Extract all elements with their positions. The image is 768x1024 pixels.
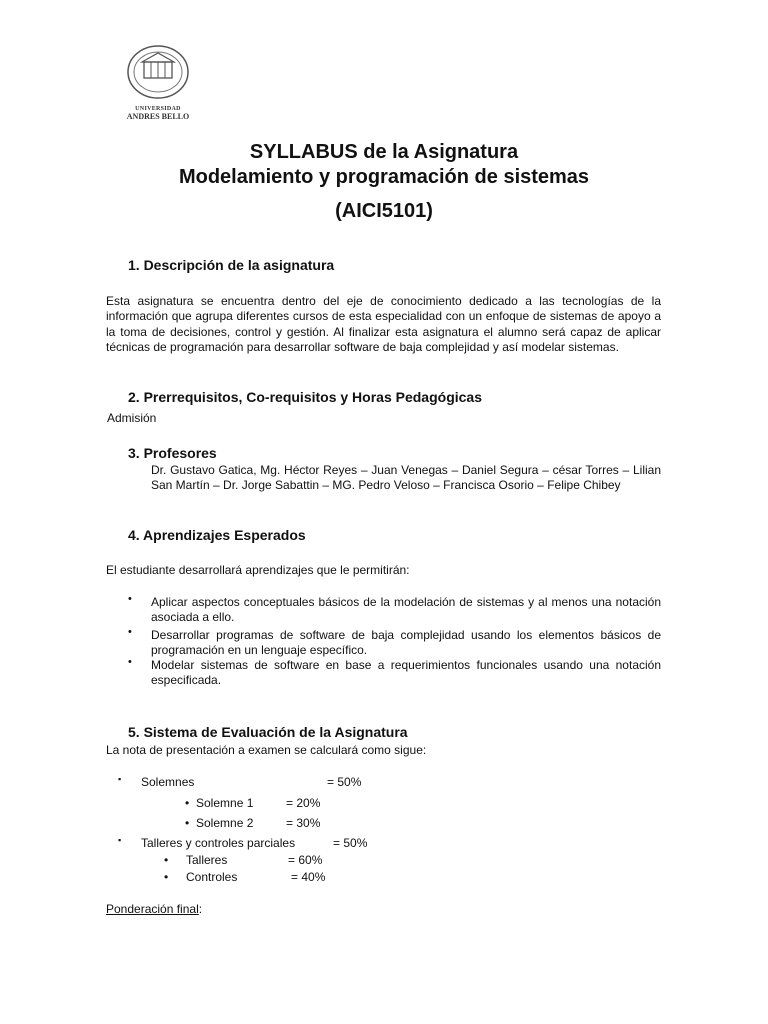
- section-4-heading: 4. Aprendizajes Esperados: [128, 527, 306, 543]
- bullet-dot-icon: •: [128, 626, 132, 638]
- list-item: Modelar sistemas de software en base a requerimientos funcionales usando una notación especificada.: [151, 658, 661, 688]
- solemne1-label: Solemne 1: [196, 796, 254, 810]
- section-4-intro: El estudiante desarrollará aprendizajes que le permitirán:: [106, 563, 410, 577]
- section-2-heading: 2. Prerrequisitos, Co-requisitos y Horas Pedagógicas: [128, 389, 482, 405]
- talleres-pct: = 60%: [288, 853, 323, 867]
- bullet-dot-icon: •: [164, 853, 169, 867]
- section-3-heading: 3. Profesores: [128, 445, 217, 461]
- controles-label: Controles: [186, 870, 238, 884]
- bullet-dot-icon: •: [185, 816, 190, 830]
- solemnes-pct: = 50%: [327, 775, 362, 789]
- solemne2-label: Solemne 2: [196, 816, 254, 830]
- controles-pct: = 40%: [291, 870, 326, 884]
- section-3-professors: Dr. Gustavo Gatica, Mg. Héctor Reyes – Juan Venegas – Daniel Segura – césar Torres – Lilian San Martín – Dr. Jorge Sabattin – MG. Pedro Veloso – Francisca Osorio – Felipe Chibey: [151, 463, 661, 493]
- ponderacion-final: Ponderación final:: [106, 902, 203, 916]
- section-1-heading: 1. Descripción de la asignatura: [128, 257, 335, 273]
- title-line-1: SYLLABUS de la Asignatura: [249, 141, 519, 163]
- talleres-controles-label: Talleres y controles parciales: [141, 836, 296, 850]
- square-bullet-icon: ▪: [118, 835, 122, 845]
- square-bullet-icon: ▪: [118, 774, 122, 784]
- section-2-value: Admisión: [107, 411, 157, 425]
- university-logo: [118, 44, 198, 122]
- talleres-label: Talleres: [186, 853, 228, 867]
- ponderacion-final-label: Ponderación final: [106, 902, 199, 916]
- solemne2-pct: = 30%: [286, 816, 321, 830]
- course-code: (AICI5101): [335, 200, 433, 222]
- university-crest-icon: [118, 44, 198, 100]
- solemne1-pct: = 20%: [286, 796, 321, 810]
- title-line-2: Modelamiento y programación de sistemas: [178, 166, 590, 188]
- bullet-dot-icon: •: [164, 870, 169, 884]
- bullet-dot-icon: •: [185, 796, 190, 810]
- bullet-dot-icon: •: [128, 593, 132, 605]
- section-5-intro: La nota de presentación a examen se calculará como sigue:: [106, 743, 427, 757]
- solemnes-label: Solemnes: [141, 775, 195, 789]
- logo-line-2: ANDRES BELLO: [126, 112, 190, 121]
- logo-line-1: UNIVERSIDAD: [135, 106, 181, 112]
- talleres-controles-pct: = 50%: [333, 836, 368, 850]
- list-item: Aplicar aspectos conceptuales básicos de la modelación de sistemas y al menos una notación asociada a ello.: [151, 595, 661, 625]
- list-item: Desarrollar programas de software de baja complejidad usando los elementos básicos de programación en un lenguaje específico.: [151, 628, 661, 658]
- bullet-dot-icon: •: [128, 656, 132, 668]
- section-1-text: Esta asignatura se encuentra dentro del eje de conocimiento dedicado a las tecnologías de la información que agrupa diferentes cursos de esta especialidad con un enfoque de sistemas de apoyo a la toma de decisiones, control y gestión. Al finalizar esta asignatura el alumno será capaz de aplicar técnicas de programación para desarrollar software de baja complejidad y así modelar sistemas.: [106, 294, 661, 354]
- section-5-heading: 5. Sistema de Evaluación de la Asignatura: [128, 724, 408, 740]
